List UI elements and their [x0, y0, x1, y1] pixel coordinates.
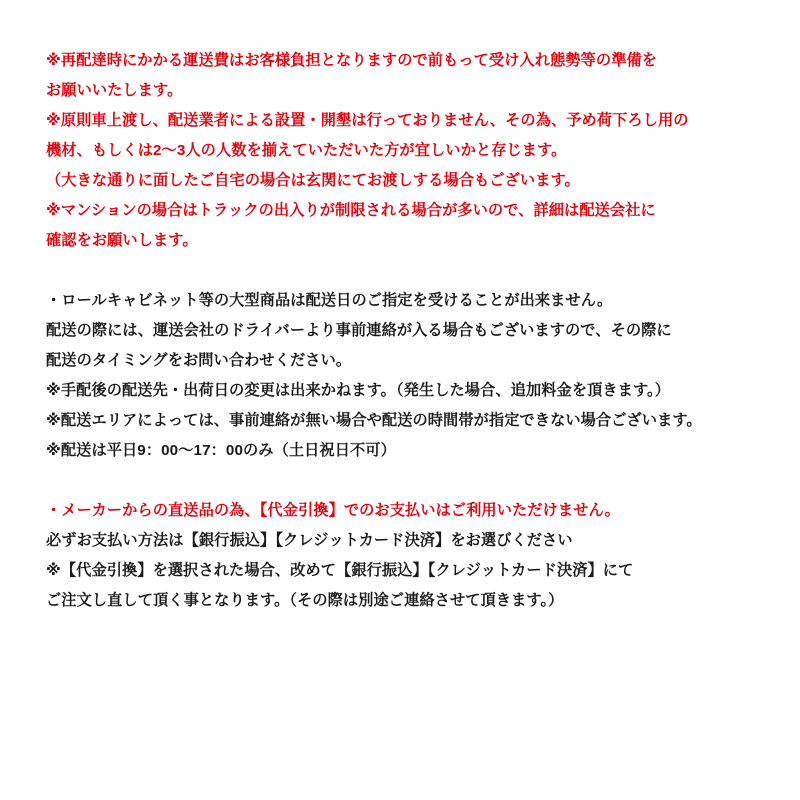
notice-line: 配送のタイミングをお問い合わせください。: [46, 352, 352, 369]
section-payment-notice: [46, 496, 760, 616]
notice-line: ※【代金引換】を選択された場合、改めて【銀行振込】【クレジットカード決済】にて: [46, 562, 634, 579]
notice-line: 機材、もしくは2〜3人の人数を揃えていただいた方が宜しいかと存じます。: [46, 142, 567, 159]
notice-line: ※配送は平日9：00〜17：00のみ（土日祝日不可）: [46, 442, 396, 459]
notice-line: ※マンションの場合はトラックの出入りが制限される場合が多いので、詳細は配送会社に: [46, 202, 656, 219]
section-spacer: [46, 466, 760, 496]
notice-line: ※再配達時にかかる運送費はお客様負担となりますので前もって受け入れ態勢等の準備を: [46, 52, 658, 69]
notice-line: ※手配後の配送先・出荷日の変更は出来かねます。（発生した場合、追加料金を頂きます。）: [46, 382, 671, 399]
notice-line: ご注文し直して頂く事となります。（その際は別途ご連絡させて頂きます。）: [46, 592, 564, 609]
notice-line: ※原則車上渡し、配送業者による設置・開墾は行っておりません、その為、予め荷下ろし用の: [46, 112, 689, 129]
notice-line: ・メーカーからの直送品の為、【代金引換】でのお支払いはご利用いただけません。: [46, 502, 620, 519]
notice-line: ※配送エリアによっては、事前連絡が無い場合や配送の時間帯が指定できない場合ございます。: [46, 412, 702, 429]
notice-line: 確認をお願いします。: [46, 232, 198, 249]
notice-line: 必ずお支払い方法は【銀行振込】【クレジットカード決済】をお選びください: [46, 532, 573, 549]
notice-line: お願いいたします。: [46, 82, 183, 99]
section-spacer: [46, 256, 760, 286]
notice-line: （大きな通りに面したご自宅の場合は玄関にてお渡しする場合もございます。: [46, 172, 580, 189]
section-redelivery-notice: [46, 46, 760, 256]
notice-line: 配送の際には、運送会社のドライバーより事前連絡が入る場合もございますので、その際に: [46, 322, 672, 339]
notice-line: ・ロールキャビネット等の大型商品は配送日のご指定を受けることが出来ません。: [46, 292, 613, 309]
section-delivery-date-notice: [46, 286, 760, 466]
